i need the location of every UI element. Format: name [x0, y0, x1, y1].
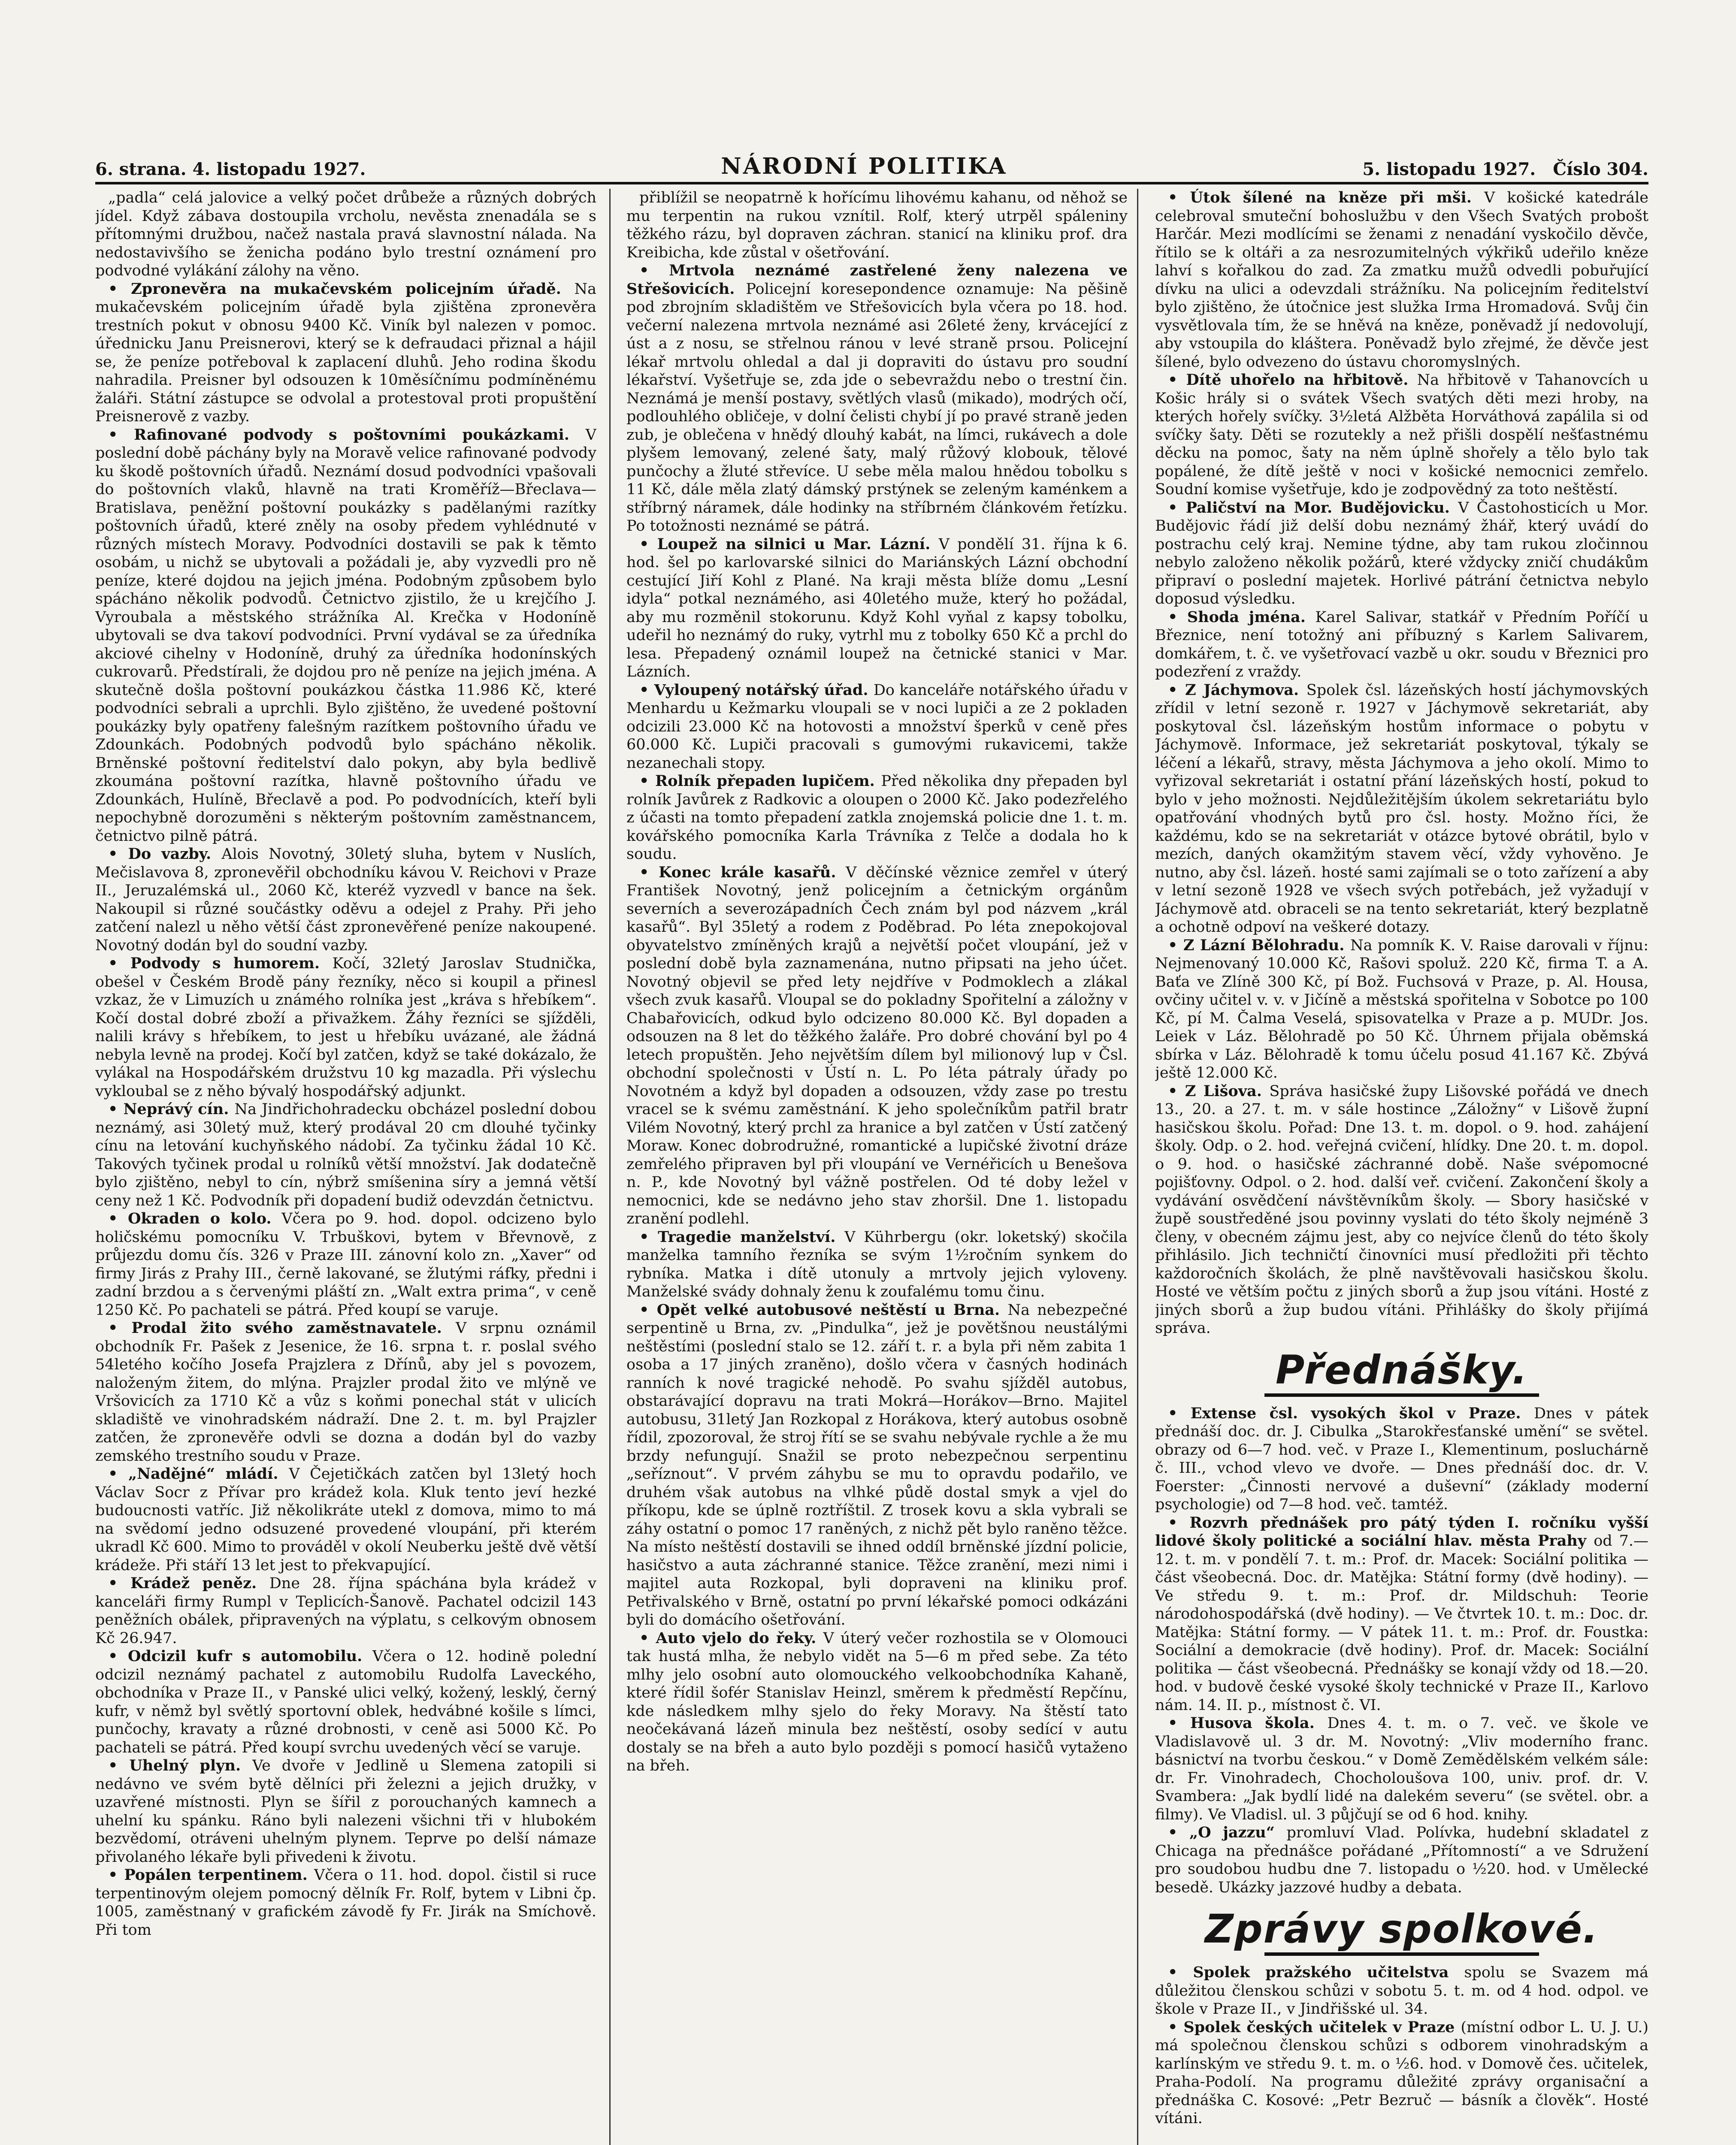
news-text: Na mukačevském policejním úřadě byla zjištěna zpronevěra trestních pokut v obnosu 9400 Kč. Viník byl nalezen v pomoc. úřednicku Janu Preisnerovi, který se k defraudaci přiznal a hájil se, že peníze potřeboval k zaplacení dluhů. Jeho rodina škodu nahradila. Preisner byl odsouzen k 10měsíčnímu podmíněnému žaláři. Státní zástupce se odvolal a protestoval proti propuštění Preisnerově z vazby. [95, 280, 596, 425]
news-item [1155, 499, 1648, 608]
header-date: 5. listopadu 1927. [1362, 159, 1536, 179]
news-headline: • Opět velké autobusové neštěstí u Brna. [639, 1301, 1008, 1319]
news-headline: • Rafinované podvody s poštovními poukázkami. [108, 426, 586, 444]
news-text: V Čejetičkách zatčen byl 13letý hoch Václav Socr z Přívar pro krádež kola. Kluk tento jeví hezké budoucnosti vatříc. Již několikráte utekl z domova, mimo to má na svědomí jedno odsuzené provedené vloupání, při kterém ukradl Kč 600. Mimo to prováděl v okolí Neuberku ještě dvě větší krádeže. Při stáří 13 let jest to překvapující. [95, 1465, 596, 1574]
column-divider [1137, 189, 1138, 2145]
news-text: Včera o 12. hodině polední odcizil neznámý pachatel z automobilu Rudolfa Laveckého, obchodníka v Praze II., v Panské ulici velký, kožený, lesklý, černý kufr, v němž byl světlý sportovní oblek, hedvábné košile s límci, punčochy, kravaty a různé drobnosti, v ceně asi 5000 Kč. Po pachateli se pátrá. Před koupí svrchu uvedených věcí se varuje. [95, 1648, 596, 1756]
news-text: V košické katedrále celebroval smuteční bohoslužbu v den Všech Svatých probošt Harčár. Mezi modlícími se ženami z nenadání vyskočilo děvče, řítilo se k oltáři a za nesrozumitelných výkřiků udeřilo kněze lahví s kořalkou do zad. Za zmatku mužů odvedli pobuřující dívku na ulici a odevzdali strážníku. Na policejním ředitelství bylo zjištěno, že útočnice jest služka Irma Hromadová. Svůj čin vysvětlovala tím, že se hněvá na kněze, poněvadž jí nedovolují, aby vstoupila do kláštera. Poněvadž bylo zřejmé, že děvče jest šílené, bylo odvezeno do ústavu choromyslných. [1155, 189, 1648, 371]
news-headline: • Z Jáchymova. [1168, 681, 1307, 699]
news-item [95, 1210, 596, 1319]
column-3-news [1155, 189, 1648, 1338]
column-3 [1155, 189, 1648, 2145]
section-underline [1264, 1952, 1539, 1956]
news-text: V Častohosticích u Mor. Budějovic řádí již delší dobu neznámý žhář, který uvádí do postrachu celý kraj. Nemine týdne, aby tam rukou zločinnou nebylo založeno několik požárů, které vždycky zničí chudákům připraví o poslední majetek. Horlivé pátrání četnictva nebylo doposud výsledku. [1155, 499, 1648, 607]
news-text: Karel Salivar, statkář v Předním Poříčí u Březnice, není totožný ani příbuzný s Karlem Salivarem, domkářem, t. č. ve vyšetřovací vazbě u okr. soudu v Březnici pro podezření z vraždy. [1155, 608, 1648, 680]
news-headline: • Popálen terpentinem. [108, 1866, 314, 1884]
news-item [95, 1574, 596, 1647]
news-item [95, 1319, 596, 1465]
news-headline: • Zpronevěra na mukačevském policejním úřadě. [108, 280, 575, 298]
news-headline: • Odcizil kufr s automobilu. [108, 1647, 372, 1665]
news-headline: • Extense čsl. vysokých škol v Praze. [1168, 1404, 1534, 1422]
news-item [1155, 681, 1648, 937]
news-item [626, 1629, 1128, 1775]
news-item [1155, 608, 1648, 681]
news-item [626, 1301, 1128, 1629]
news-text: „padla“ celá jalovice a velký počet drůbeže a různých dobrých jídel. Když zábava dostoupila vrcholu, nevěsta znenadála se s přítomnými družbou, načež nastala pravá slavnostní nálada. Na nedostavivšího se ženicha podáno bylo trestní oznámení pro podvodné vylákání zálohy na věno. [95, 189, 596, 279]
column-1 [95, 189, 596, 2145]
news-headline: • Paličství na Mor. Budějovicku. [1168, 498, 1458, 517]
news-item [1155, 1405, 1648, 1514]
news-headline: • Rolník přepaden lupičem. [639, 772, 881, 790]
header-issue-number: Číslo 304. [1553, 159, 1648, 179]
news-headline: • Tragedie manželství. [639, 1228, 845, 1246]
news-headline: • Loupež na silnici u Mar. Lázní. [639, 535, 939, 553]
news-item [95, 1757, 596, 1866]
news-headline: • Shoda jména. [1168, 608, 1316, 626]
news-text: Správa hasičské župy Lišovské pořádá ve dnech 13., 20. a 27. t. m. v sále hostince „Záložny“ v Lišově župní hasičskou školu. Pořad: Dne 13. t. m. dopol. o 9. hod. zahájení školy. Odp. o 2. hod. veřejná cvičení, hlídky. Dne 20. t. m. dopol. o 9. hod. o hasičské záchranné době. Naše svépomocné pojišťovny. Odpol. o 2. hod. další veř. cvičení. Zakončení školy a vydávání osvědčení návštěvníkům školy. — Sbory hasičské v župě soustředěné jsou povinny vyslati do této školy nejméně 3 členy, v obecném zájmu jest, aby co nejvíce členů do této školy přihlásilo. Jich techničtí činovníci musí předložiti při těchto každoročních školách, že plně navštěvovali hasičskou školu. Hosté ve větším počtu z jiných sborů a žup jsou vítáni. Hosté z jiných sborů a žup budou vítáni. Přihlášky do školy přijímá správa. [1155, 1082, 1648, 1337]
news-text: V Kührbergu (okr. loketský) skočila manželka tamního řezníka se svým 1½ročním synkem do rybníka. Matka i dítě utonuly a mrtvoly jejich vyloveny. Manželské svády dohnaly ženu k zoufalému tomu činu. [626, 1228, 1128, 1300]
news-text: Alois Novotný, 30letý sluha, bytem v Nuslích, Mečislavova 8, zpronevěřil obchodníku kávou V. Reichovi v Praze II., Jeruzalémská ul., 2060 Kč, kteréž vyzvedl v bance na šek. Nakoupil si různé součástky oděvu a odejel z Prahy. Při jeho zatčení nalezl u něho větší část zpronevěřené peníze nakoupené. Novotný dodán byl do soudní vazby. [95, 846, 596, 954]
news-headline: • Vyloupený notářský úřad. [639, 681, 874, 699]
news-headline: • Prodal žito svého zaměstnavatele. [108, 1319, 456, 1337]
masthead-title: NÁRODNÍ POLITIKA [721, 153, 1007, 179]
news-item [1155, 937, 1648, 1082]
news-text: Dnes 4. t. m. o 7. več. ve škole ve Vladislavově ul. 3 dr. M. Novotný: „Vliv moderního franc. básnictví na tvorbu českou.“ v Domě Zemědělském velkém sále: dr. Fr. Vinohradech, Chocholoušova 100, univ. prof. dr. V. Svambera: „Jak bydlí lidé na dalekém severu“ (se světel. obr. a filmy). Ve Vladisl. ul. 3 půjčují se od 6 hod. knihy. [1155, 1715, 1648, 1823]
societies-list [1155, 1964, 1648, 2128]
news-headline: • Husova škola. [1168, 1714, 1328, 1732]
news-text: Kočí, 32letý Jaroslav Studnička, obešel v Českém Brodě pány řezníky, něco si koupil a přinesl vzkaz, že v Limuzích u známého rolníka jest „kráva s hřebíkem“. Kočí dostal dobré zboží a přivažkem. Žáhy řezníci se sjížděli, nalili krávy s hřebíkem, to jest u hřebíku uvázané, ale žádná nebyla levně na prodej. Kočí byl zatčen, když se také dokázalo, že vylákal na Hospodářském družstvu 10 kg mazadla. Při výslechu vykloubal se z něho bývalý hospodářský adjunkt. [95, 955, 596, 1100]
news-item [1155, 1714, 1648, 1824]
news-text: Spolek čsl. lázeňských hostí jáchymovských zřídil v letní sezoně r. 1927 v Jáchymově sekretariát, aby poskytoval čsl. lázeňským hostům informace o pobytu v Jáchymově. Informace, jež sekretariát poskytoval, týkaly se léčení a lékařů, stravy, města Jáchymova a jeho okolí. Mimo to vyřizoval sekretariát i ostatní přání lázeňských hostí, pokud to bylo v jeho možnosti. Nejdůležitějším úkolem sekretariátu bylo opatřování vhodných bytů pro čsl. hosty. Možno říci, že každému, kdo se na sekretariát v otázce bytové obrátil, bylo v mezích, daných okamžitým stavem věcí, vždy vyhověno. Je nutno, aby čsl. lázeň. hosté sami zajímali se o toto zařízení a aby v letní sezoně 1928 ve všech svých potřebách, jež vyžadují v Jáchymově atd. obraceli se na tento sekretariát, který bezplatně a ochotně odpoví na veškeré dotazy. [1155, 681, 1648, 936]
news-text: Na hřbitově v Tahanovcích u Košic hrály si o svátek Všech svatých děti mezi hroby, na kterých hořely svíčky. 3½letá Alžběta Horváthová zapálila si od svíčky šaty. Děti se rozutekly a než přišli dospělí nešťastnému děcku na pomoc, šaty na něm úplně shořely a tělo bylo tak popálené, že dítě ještě v noci v košické nemocnici zemřelo. Soudní komise vyšetřuje, kdo je zodpovědný za toto neštěstí. [1155, 372, 1648, 498]
column-2 [626, 189, 1128, 2145]
news-headline: • Útok šílené na kněze při mši. [1168, 189, 1484, 206]
news-item [95, 1100, 596, 1210]
news-text: Na Jindřichohradecku obcházel poslední dobou neznámý, asi 30letý muž, který prodával 20 cm dlouhé tyčinky cínu na letování kuchyňského nádobí. Za tyčinku žádal 10 Kč. Takových tyčinek prodal u rolníků větší množství. Jak dodatečně bylo zjištěno, nebyl to cín, nýbrž smíšenina síry a jemná větší ceny než 1 Kč. Podvodník při dopadení budiž odevzdán četnictvu. [95, 1101, 596, 1209]
news-text: Dnes v pátek přednáší doc. dr. J. Cibulka „Starokřesťanské umění“ se světel. obrazy od 6—7 hod. več. v Praze I., Klementinum, posluchárně č. III., vchod vlevo ve dvoře. — Dnes přednáší doc. dr. V. Foerster: „Činnosti nervové a duševní“ (základy moderní psychologie) od 7—8 hod. več. tamtéž. [1155, 1405, 1648, 1513]
news-item [1155, 2018, 1648, 2128]
section-underline [1264, 1393, 1539, 1397]
news-item [95, 845, 596, 955]
news-headline: • Konec krále kasařů. [639, 863, 846, 881]
news-headline: • Dítě uhořelo na hřbitově. [1168, 371, 1417, 389]
news-headline: • Okraden o kolo. [108, 1210, 282, 1227]
news-text: Před několika dny přepaden byl rolník Javůrek z Radkovic a oloupen o 2000 Kč. Jako podezřelého z účasti na tomto přepadení zatkla znojemská policie dne 1. t. m. kovářského pomocníka Karla Trávníka z Telče a dodala ho k soudu. [626, 773, 1128, 863]
news-text: V srpnu oznámil obchodník Fr. Pašek z Jesenice, že 16. srpna t. r. poslal svého 54letého kočího Josefa Prajzlera z Dřínů, aby jel s povozem, naloženým žitem, do mlýna. Prajzler prodal žito ve mlýně ve Vršovicích za 1710 Kč a vůz s koňmi ponechal stát v ulicích skladiště ve vinohradském nádraží. Dne 2. t. m. byl Prajzler zatčen, že zpronevěře odvli se dozna a dodán byl do vazby zemského trestního soudu v Praze. [95, 1320, 596, 1465]
news-headline: • Z Lišova. [1168, 1082, 1270, 1100]
news-headline: • Auto vjelo do řeky. [639, 1629, 823, 1647]
news-item [1155, 1082, 1648, 1338]
header-rule [95, 182, 1648, 184]
news-headline: • Z Lázní Bělohradu. [1168, 936, 1350, 954]
news-text: promluví Vlad. Polívka, hudební skladatel z Chicaga na přednášce pořádané „Přítomností“ a ve Sdružení pro soudobou hudbu dne 7. listopadu o ½20. hod. v Umělecké besedě. Ukázky jazzové hudby a debata. [1155, 1824, 1648, 1896]
news-headline: • Uhelný plyn. [108, 1757, 253, 1774]
news-text: Dne 28. října spáchána byla krádež v kanceláři firmy Rumpl v Teplicích-Šanově. Pachatel odcizil 143 peněžních obálek, připravených na výplatu, s celkovým obnosem Kč 26.947. [95, 1575, 596, 1647]
news-item [95, 280, 596, 426]
news-item [626, 262, 1128, 535]
news-item [1155, 371, 1648, 499]
news-item [95, 1866, 596, 1939]
news-item [626, 772, 1128, 864]
news-text: Na pomník K. V. Raise darovali v říjnu: Nejmenovaný 10.000 Kč, Rašovi spoluž. 220 Kč, firma T. a A. Baťa ve Zlíně 300 Kč, pí Bož. Fuchsová v Praze, p. Al. Housa, ovčiny učitel v. v. v Jičíně a městská spořitelna v Sobotce po 100 Kč, pí M. Čalma Veselá, spisovatelka v Praze a p. MUDr. Jos. Leiek v Láz. Bělohradě po 50 Kč. Úhrnem přijala oběmská sbírka v Láz. Bělohradě k tomu účelu posud 41.167 Kč. Zbývá ještě 12.000 Kč. [1155, 937, 1648, 1082]
news-text: Na nebezpečné serpentině u Brna, zv. „Pindulka“, jež je povětšnou neustálými neštěstími (poslední stalo se 12. září t. r. a byla při něm zabita 1 osoba a 17 jiných zraněno), došlo včera v časných hodinách ranních k nové tragické nehodě. Po svahu sjížděl autobus, obstarávající dopravu na trati Mokrá—Horákov—Brno. Majitel autobusu, 31letý Jan Rozkopal z Horákova, který autobus osobně řídil, zpozoroval, že stroj řítí se se svahu nebývale rychle a že mu brzdy nefungují. Snažil se proto nebezpečnou serpentinu „seříznout“. V prvém záhybu se mu to opravdu podařilo, ve druhém však autobus na vlhké půdě dostal smyk a vjel do příkopu, kde se úplně roztříštil. Z trosek kovu a skla vybrali se záhy ostatní o pomoc 17 raněných, z nichž pět bylo raněno těžce. Na místo neštěstí dostavili se ihned oddíl brněnské jízdní policie, hasičstvo a auta záchranné stanice. Těžce zranění, mezi nimi i majitel auta Rozkopal, byli dopraveni na kliniku prof. Petřivalského v Brně, ostatní po první lékařské pomoci odkázáni byli do domácího ošetřování. [626, 1301, 1128, 1628]
header-page-date: 6. strana. 4. listopadu 1927. [95, 159, 366, 179]
news-item [626, 864, 1128, 1228]
news-headline: • Krádež peněz. [108, 1574, 269, 1592]
news-text: od 7.—12. t. m. v pondělí 7. t. m.: Prof. dr. Macek: Sociální politika — část všeobecná. Doc. dr. Matějka: Státní formy (dvě hodiny). — Ve středu 9. t. m.: Prof. dr. Mildschuh: Teorie národohospodářská (dvě hodiny). — Ve čtvrtek 10. t. m.: Doc. dr. Matějka: Státní formy. — V pátek 11. t. m.: Prof. dr. Foustka: Sociální a demokracie (dvě hodiny). Prof. dr. Macek: Sociální politika — část všeobecná. Přednášky se konají vždy od 18.—20. hod. v budově české vysoké školy technické v Praze II., Karlovo nám. 14. II. p., místnost č. VI. [1155, 1532, 1648, 1714]
news-item [1155, 1964, 1648, 2018]
news-text: V děčínské věznice zemřel v úterý František Novotný, jenž policejním a četnickým orgánům severních a severozápadních Čech znám byl pod názvem „král kasařů“. Byl 35letý a rodem z Poděbrad. Po léta znepokojoval obyvatelstvo zmíněných krajů a největší počet vloupání, jež v poslední době byla zaznamenána, nutno připsati na jeho účet. Novotný objevil se před lety nejdříve v Podmoklech a zlákal všech zvuk kasařů. Vloupal se do pokladny Spořitelní a záložny v Chabařovicích, odkud bylo odcizeno 80.000 Kč. Byl dopaden a odsouzen na 8 let do těžkého žaláře. Pro dobré chování byl po 4 letech propuštěn. Jeho největším dílem byl milionový lup v Čsl. obchodní společnosti v Ústí n. L. Po léta pátraly úřady po Novotném a když byl dopaden a odsouzen, vždy zase po trestu vracel se k svému zaměstnání. K jeho společníkům patřil bratr Vilém Novotný, který prchl za hranice a byl zatčen v Ústí zatčený Moraw. Konec dobrodružné, romantické a lupičské životní dráze zemřelého připraven byl při vloupání ve Vernéřicích u Benešova n. P., kde Novotný byl vážně postřelen. Od té doby ležel v nemocnici, kde se nedávno jeho stav zhoršil. Dne 1. listopadu zranění podlehl. [626, 864, 1128, 1227]
news-headline: • Spolek pražského učitelstva [1168, 1964, 1464, 1981]
news-text: Policejní koresepondence oznamuje: Na pěšině pod zbrojním skladištěm ve Střešovicích byla včera po 18. hod. večerní nalezena mrtvola neznámé asi 26leté ženy, krvácející z úst a z nosu, se střelnou ránou v levé straně prsou. Policejní lékař mrtvolu ohledal a dal ji dopraviti do ústavu pro soudní lékařství. Vyšetřuje se, zda jde o sebevraždu nebo o trestní čin. Neznámá je menší postavy, světlých vlasů (mikado), modrých očí, podlouhlého obličeje, v dolní čelisti chybí jí po pravé straně jeden zub, je oblečena v hnědý dlouhý kabát, na límci, rukávech a dole plyšem lemovaný, zelené šaty, malý růžový klobouk, tělové punčochy a žluté střevíce. U sebe měla malou hnědou tobolku s 11 Kč, dále měla zlatý dámský prstýnek se zeleným kaménkem a stříbrný náramek, dále hodinky na stříbrném článkovém řetízku. Po totožnosti neznámé se pátrá. [626, 280, 1128, 535]
header-issue-info [1362, 159, 1648, 179]
page-header [95, 149, 1648, 179]
news-headline: • „Nadějné“ mládí. [108, 1465, 289, 1483]
news-text: Včera o 11. hod. dopol. čistil si ruce terpentinovým olejem pomocný dělník Fr. Rolf, bytem v Libni čp. 1005, zaměstnaný v grafickém závodě fy Fr. Jirák na Smíchově. Při tom [95, 1867, 596, 1939]
news-item [626, 681, 1128, 773]
news-text: Do kanceláře notářského úřadu v Menhardu u Kežmarku vloupali se v noci lupiči a ze 2 pokladen odcizili 23.000 Kč na hotovosti a množství šperků v ceně přes 60.000 Kč. Lupiči pracovali s gumovými rukavicemi, takže nezanechali stopy. [626, 681, 1128, 772]
news-headline: • Do vazby. [108, 845, 222, 863]
news-headline: • Rozvrh přednášek pro pátý týden I. ročníku vyšší lidové školy politické a sociální hlav. města Prahy [1155, 1514, 1648, 1550]
news-item [95, 426, 596, 846]
news-item [95, 1465, 596, 1574]
column-divider [609, 189, 611, 2145]
news-text: V poslední době páchány byly na Moravě velice rafinované podvody ku škodě poštovních úřadů. Neznámí dosud podvodníci vpašovali do poštovních vlaků, hlavně na trati Kroměříž—Břeclava—Bratislava, peněžní poštovní poukázky s padělanými razítky poštovních úřadů, které zněly na osoby předem vyhlédnuté v různých místech Moravy. Podvodníci dostavili se pak k těmto osobám, u nichž se ubytovali a požádali je, aby vyzvedli pro ně peníze, které dojdou na jejich jména. Podobným způsobem bylo spácháno několik podvodů. Četnictvo zjistilo, že u krejčího J. Vyroubala a městského strážníka Al. Krečka v Hodoníně ubytovali se dva takoví podvodníci. První vydával se za úředníka akciové cihelny v Hodoníně, druhý za úředníka hodonínských cukrovarů. Předstírali, že dojdou pro ně peníze na jejich jména. A skutečně došla poštovní poukázkou částka 11.986 Kč, které podvodníci sebrali a uprchli. Bylo zjištěno, že uvedené poštovní poukázky byly opatřeny falešným razítkem poštovního úřadu ve Zdounkách. Podobných podvodů bylo spácháno několik. Brněnské poštovní ředitelství dalo pokyn, aby byla bedlivě zkoumána poštovní razítka, hlavně poštovního úřadu ve Zdounkách, Hulíně, Břeclavě a pod. Po podvodnících, kteří byli nepochybně dorozuměni s některým poštovním zaměstnancem, četnictvo pilně pátrá. [95, 426, 596, 845]
news-item [95, 1647, 596, 1757]
section-title: Zprávy spolkové. [1205, 1906, 1599, 1952]
news-item [626, 535, 1128, 681]
news-headline: • Mrtvola neznámé zastřelené ženy nalezena ve Střešovicích. [626, 262, 1128, 298]
news-text: (místní odbor L. U. J. U.) má společnou členskou schůzi s odborem vinohradským a karlínským ve středu 9. t. m. o ½6. hod. v Domově čes. učitelek, Praha-Podolí. Na programu důležité zprávy organisační a přednáška C. Kosové: „Petr Bezruč — básník a člověk“. Hosté vítáni. [1155, 2018, 1648, 2127]
news-headline: • Podvody s humorem. [108, 955, 333, 972]
news-text: spolu se Svazem má důležitou členskou schůzi v sobotu 5. t. m. od 4 hod. odpol. ve škole v Praze II., v Jindřišské ul. 34. [1155, 1964, 1648, 2018]
news-text: přiblížil se neopatrně k hořícímu lihovému kahanu, od něhož se mu terpentin na rukou vznítil. Rolf, který utrpěl spáleniny těžkého rázu, byl dopraven záchran. stanicí na kliniku prof. dra Kreibicha, kde zůstal v ošetřování. [626, 189, 1128, 261]
news-text: Včera po 9. hod. dopol. odcizeno bylo holičskému pomocníku V. Trbuškovi, bytem v Břevnově, z průjezdu domu čís. 326 v Praze III. zánovní kolo zn. „Xaver“ od firmy Jirás z Prahy III., černě lakované, se žlutými ráfky, předni i zadní brzdou a s červenými pláští zn. „Walt extra prima“, v ceně 1250 Kč. Po pachateli se pátrá. Před koupí se varuje. [95, 1210, 596, 1319]
news-headline: • Neprávý cín. [108, 1100, 235, 1118]
news-headline: • „O jazzu“ [1168, 1824, 1287, 1841]
news-item [95, 189, 596, 280]
news-item [1155, 1514, 1648, 1715]
news-item [626, 1228, 1128, 1301]
news-item [1155, 1824, 1648, 1897]
section-heading-societies [1155, 1908, 1648, 1956]
news-item [1155, 189, 1648, 371]
news-text: V pondělí 31. října k 6. hod. šel po karlovarské silnici do Mariánských Lázní obchodní cestující Jiří Kohl z Plané. Na kraji města blíže domu „Lesní idyla“ potkal neznámého, asi 40letého muže, který ho požádal, aby mu rozměnil stokorunu. Když Kohl vyňal z kapsy tobolku, udeřil ho neznámý do ruky, vytrhl mu z tobolky 650 Kč a prchl do lesa. Přepadený oznámil loupež na četnické stanici v Mar. Lázních. [626, 535, 1128, 680]
section-title: Přednášky. [1275, 1347, 1528, 1393]
lectures-list [1155, 1405, 1648, 1897]
news-text: V úterý večer rozhostila se v Olomouci tak hustá mlha, že nebylo vidět na 5—6 m před sebe. Za této mlhy jelo osobní auto olomouckého velkoobchodníka Kahaně, které řídil šofér Stanislav Heinzl, směrem k předměstí Repčínu, kde následkem mlhy sjelo do řeky Moravy. Na štěstí tato neočekávaná lázeň minula bez neštěstí, osoby sedící v autu dostaly se na břeh a auto bylo později s pomocí hasičů vytaženo na břeh. [626, 1629, 1128, 1774]
news-item [626, 189, 1128, 262]
news-text: Ve dvoře v Jedlině u Slemena zatopili si nedávno ve svém bytě dělníci při železni a jejich družky, v uzavřené místnosti. Plyn se šířil z porouchaných kamnech a uhelní ku spánku. Ráno byli nalezeni všichni tři v hlubokém bezvědomí, otráveni uhelným plynem. Teprve po delší námaze přivolaného lékaře byli přivedeni k životu. [95, 1757, 596, 1866]
news-item [95, 955, 596, 1100]
section-heading-lectures [1155, 1349, 1648, 1397]
news-headline: • Spolek českých učitelek v Praze [1168, 2018, 1461, 2036]
